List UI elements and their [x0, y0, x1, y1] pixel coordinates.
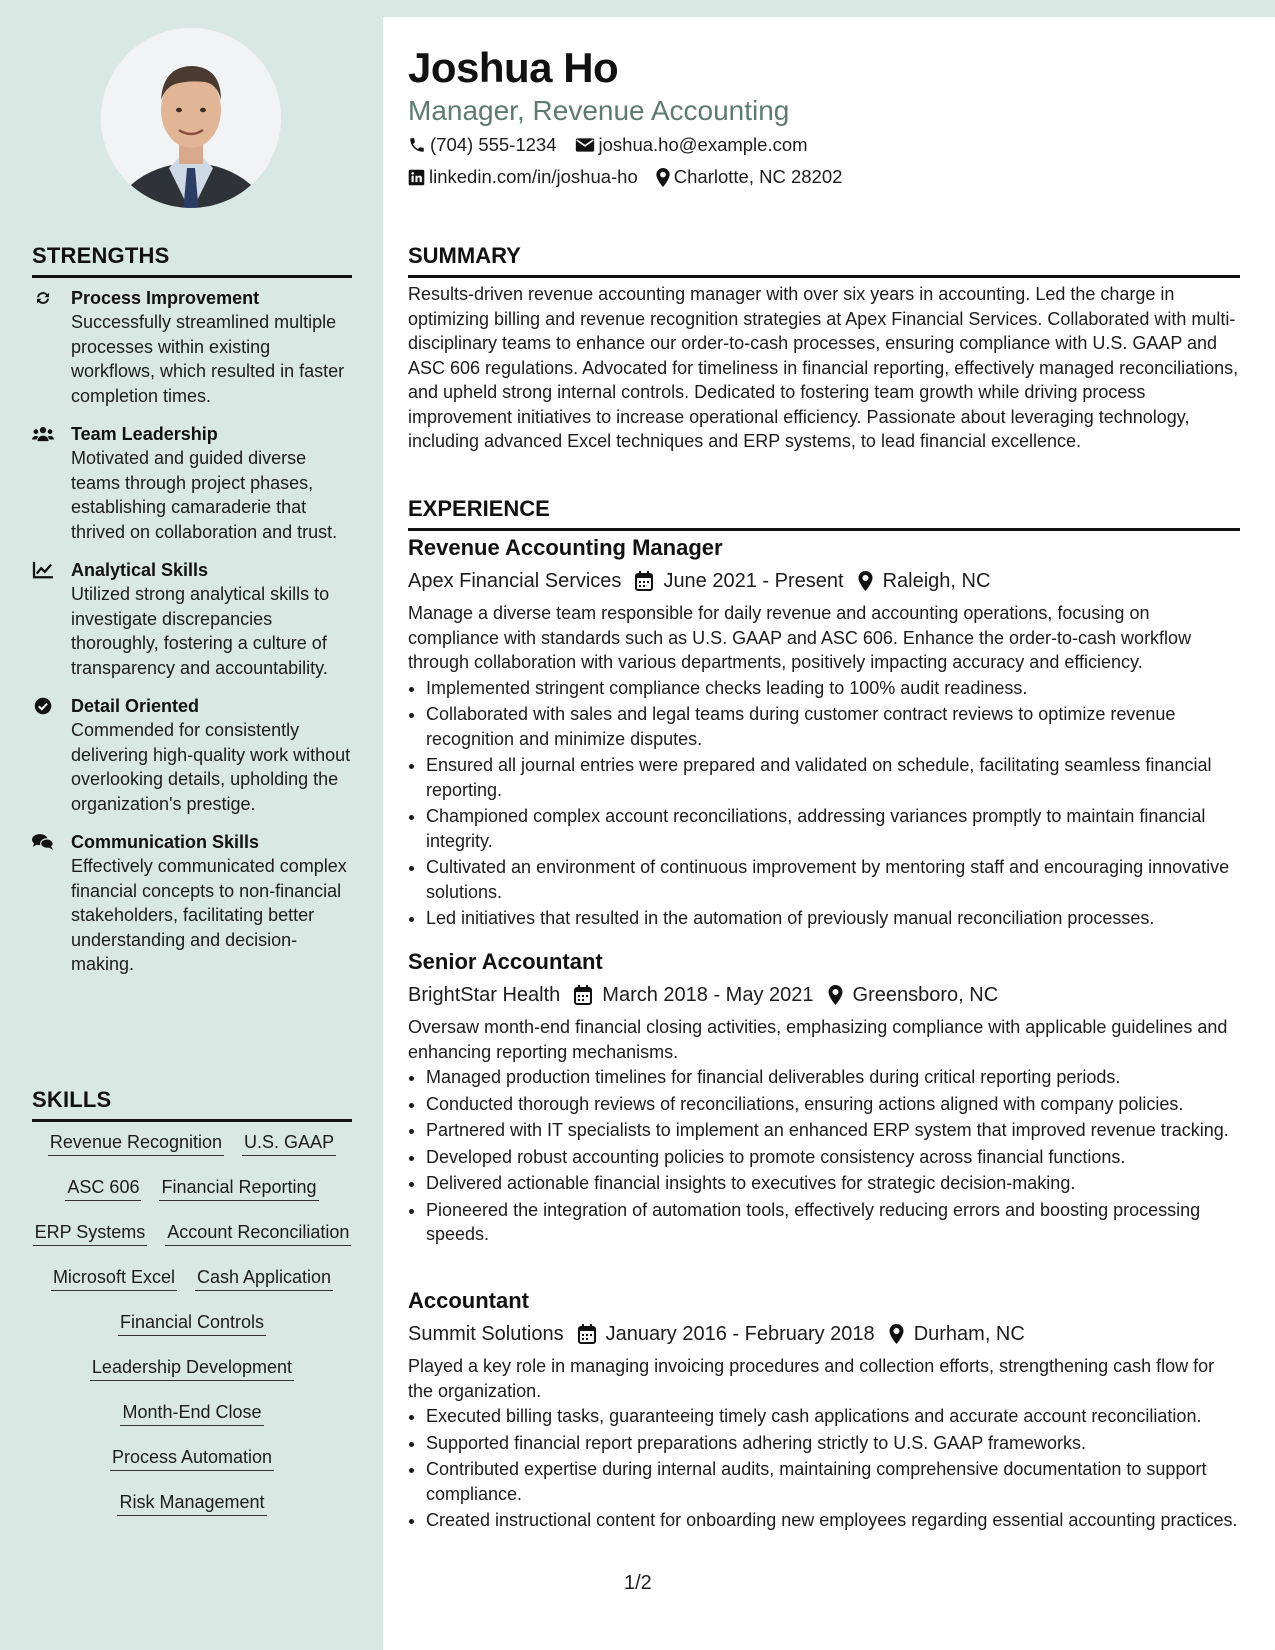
skill-tag: Risk Management	[117, 1490, 266, 1516]
strength-item	[32, 830, 352, 977]
summary-heading: SUMMARY	[408, 243, 1240, 278]
job-company: Apex Financial Services	[408, 570, 622, 592]
skill-tag: Financial Reporting	[159, 1175, 318, 1201]
skill-tag: ERP Systems	[33, 1220, 148, 1246]
map-marker-icon	[889, 1324, 904, 1344]
strength-title: Analytical Skills	[71, 560, 209, 580]
strength-item	[32, 422, 352, 544]
calendar-icon	[635, 571, 653, 591]
job-location-text: Durham, NC	[913, 1323, 1025, 1345]
job-bullet: • Partnered with IT specialists to implement an enhanced ERP system that improved revenue tracking.	[426, 1118, 1240, 1143]
check-circle-icon	[32, 697, 54, 715]
strength-title: Team Leadership	[71, 424, 218, 444]
strength-item	[32, 694, 352, 816]
job-title: Senior Accountant	[408, 949, 603, 974]
job-meta	[408, 981, 1240, 1009]
strength-desc: Effectively communicated complex financial concepts to non-financial stakeholders, facilitating better understanding and decision-making.	[71, 856, 347, 974]
job-entry	[408, 1287, 1240, 1535]
job-bullet: • Delivered actionable financial insights to executives for strategic decision-making.	[426, 1171, 1240, 1196]
email-contact	[575, 134, 808, 156]
map-marker-icon	[828, 985, 843, 1005]
page-number: 1/2	[624, 1572, 652, 1594]
map-marker-icon	[858, 571, 873, 591]
strengths-list	[32, 286, 352, 991]
job-bullet: • Managed production timelines for financial deliverables during critical reporting periods.	[426, 1065, 1240, 1090]
job-location	[858, 567, 991, 595]
strength-title: Communication Skills	[71, 832, 260, 852]
contact-row-2	[408, 166, 860, 188]
candidate-name: Joshua Ho	[408, 44, 619, 91]
linkedin-text[interactable]: linkedin.com/in/joshua-ho	[429, 166, 638, 187]
candidate-role: Manager, Revenue Accounting	[408, 95, 790, 126]
job-bullet: • Pioneered the integration of automation tools, effectively reducing errors and boosting processing speeds.	[426, 1198, 1240, 1247]
strength-title: Process Improvement	[71, 288, 260, 308]
job-bullet: • Created instructional content for onboarding new employees regarding essential accounting practices.	[426, 1508, 1240, 1533]
email-text[interactable]: joshua.ho@example.com	[598, 134, 808, 155]
strength-item	[32, 286, 352, 408]
job-meta	[408, 1320, 1240, 1348]
strength-desc: Motivated and guided diverse teams through project phases, establishing camaraderie that thrived on collaboration and trust.	[71, 448, 338, 542]
strength-title: Detail Oriented	[71, 696, 200, 716]
skill-tag: Leadership Development	[90, 1355, 294, 1381]
job-description: Played a key role in managing invoicing procedures and collection efforts, strengthening cash flow for the organization.	[408, 1356, 1215, 1401]
users-icon	[32, 425, 54, 443]
location-contact	[656, 166, 843, 188]
job-location	[828, 981, 999, 1009]
skill-tag: Revenue Recognition	[48, 1130, 224, 1156]
skill-tag: U.S. GAAP	[242, 1130, 336, 1156]
skills-list	[32, 1130, 352, 1516]
job-title: Accountant	[408, 1288, 529, 1313]
strength-desc: Commended for consistently delivering high-quality work without overlooking details, upholding the organization's prestige.	[71, 720, 351, 814]
job-dates	[578, 1320, 875, 1348]
profile-photo	[101, 28, 281, 208]
strength-desc: Utilized strong analytical skills to investigate discrepancies thoroughly, fostering a culture of transparency and accountability.	[71, 584, 330, 678]
job-bullet: • Executed billing tasks, guaranteeing timely cash applications and accurate account reconciliation.	[426, 1404, 1240, 1429]
sync-icon	[32, 289, 54, 307]
skill-tag: Month-End Close	[120, 1400, 263, 1426]
strengths-heading: STRENGTHS	[32, 243, 352, 278]
comments-icon	[32, 833, 54, 851]
linkedin-icon	[408, 169, 425, 186]
skill-tag: Account Reconciliation	[165, 1220, 351, 1246]
job-bullets	[408, 676, 1240, 931]
job-location-text: Raleigh, NC	[882, 570, 991, 592]
job-bullet: • Cultivated an environment of continuous improvement by mentoring staff and encouraging innovative solutions.	[426, 855, 1240, 904]
job-bullet: • Developed robust accounting policies to promote consistency across financial functions.	[426, 1145, 1240, 1170]
chart-line-icon	[32, 561, 54, 579]
job-title: Revenue Accounting Manager	[408, 535, 723, 560]
job-bullet: • Implemented stringent compliance checks leading to 100% audit readiness.	[426, 676, 1240, 701]
summary-text: Results-driven revenue accounting manager with over six years in accounting. Led the charge in optimizing billing and revenue recognition strategies at Apex Financial Services. Collaborated with multi-disciplinary teams to enhance our order-to-cash processes, ensuring compliance with U.S. GAAP and ASC 606 regulations. Advocated for timeliness in financial reporting, effectively managed reconciliations, and upheld strong internal controls. Dedicated to fostering team growth while driving process improvement initiatives to increase operational efficiency. Passionate about leveraging technology, including advanced Excel techniques and ERP systems, to lead financial excellence.	[408, 284, 1239, 451]
job-bullet: • Ensured all journal entries were prepared and validated on schedule, facilitating seamless financial reporting.	[426, 753, 1240, 802]
job-location-text: Greensboro, NC	[852, 984, 999, 1006]
job-company: Summit Solutions	[408, 1323, 564, 1345]
job-dates-text: March 2018 - May 2021	[602, 984, 814, 1006]
linkedin-contact	[408, 166, 638, 188]
job-bullet: • Contributed expertise during internal audits, maintaining comprehensive documentation to support compliance.	[426, 1457, 1240, 1506]
job-meta	[408, 567, 1240, 595]
skill-tag: Process Automation	[110, 1445, 274, 1471]
skill-tag: Financial Controls	[118, 1310, 266, 1336]
strength-item	[32, 558, 352, 680]
location-text: Charlotte, NC 28202	[673, 166, 843, 187]
calendar-icon	[578, 1324, 596, 1344]
skill-tag: ASC 606	[65, 1175, 141, 1201]
job-bullet: • Championed complex account reconciliations, addressing variances promptly to maintain financial integrity.	[426, 804, 1240, 853]
job-entry	[408, 534, 1240, 933]
job-bullet: • Led initiatives that resulted in the automation of previously manual reconciliation processes.	[426, 906, 1240, 931]
job-company: BrightStar Health	[408, 984, 561, 1006]
job-dates	[635, 567, 843, 595]
skill-tag: Cash Application	[195, 1265, 333, 1291]
skills-heading: SKILLS	[32, 1087, 352, 1122]
job-dates	[574, 981, 813, 1009]
job-bullet: • Supported financial report preparations adhering strictly to U.S. GAAP frameworks.	[426, 1431, 1240, 1456]
top-band	[383, 0, 1275, 17]
job-bullets	[408, 1065, 1240, 1247]
job-entry	[408, 948, 1240, 1249]
job-location	[889, 1320, 1025, 1348]
contact-row-1	[408, 134, 826, 156]
job-bullet: • Conducted thorough reviews of reconciliations, ensuring actions aligned with company policies.	[426, 1092, 1240, 1117]
map-marker-icon	[656, 168, 670, 187]
job-bullets	[408, 1404, 1240, 1533]
experience-heading: EXPERIENCE	[408, 496, 1240, 531]
job-dates-text: June 2021 - Present	[663, 570, 844, 592]
job-description: Oversaw month-end financial closing activities, emphasizing compliance with applicable guidelines and enhancing reporting mechanisms.	[408, 1017, 1228, 1062]
strength-desc: Successfully streamlined multiple processes within existing workflows, which resulted in faster completion times.	[71, 312, 345, 406]
phone-icon	[408, 136, 426, 154]
phone-text[interactable]: (704) 555-1234	[430, 134, 557, 155]
envelope-icon	[575, 137, 595, 153]
job-dates-text: January 2016 - February 2018	[605, 1323, 875, 1345]
job-bullet: • Collaborated with sales and legal teams during customer contract reviews to optimize revenue recognition and minimize disputes.	[426, 702, 1240, 751]
job-description: Manage a diverse team responsible for daily revenue and accounting operations, focusing on compliance with standards such as U.S. GAAP and ASC 606. Enhance the order-to-cash workflow through collaboration with various departments, positively impacting accuracy and efficiency.	[408, 603, 1192, 672]
skill-tag: Microsoft Excel	[51, 1265, 177, 1291]
phone-contact	[408, 134, 557, 156]
calendar-icon	[574, 985, 592, 1005]
